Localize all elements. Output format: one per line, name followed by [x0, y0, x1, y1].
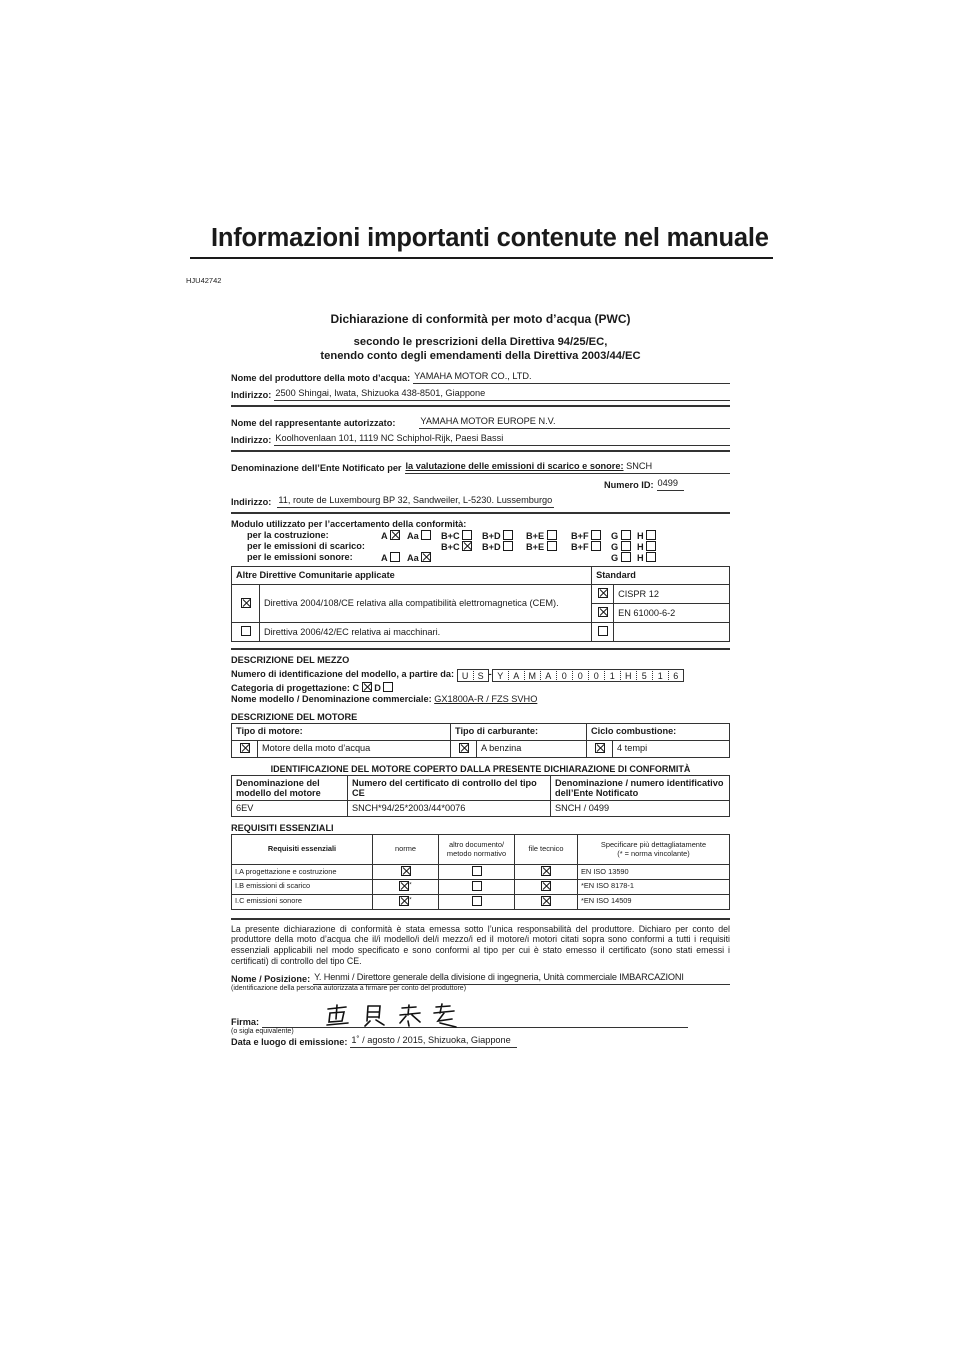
module-g-label: G: [611, 542, 619, 553]
module-be-label: B+E: [526, 531, 545, 542]
construction-label: per la costruzione:: [247, 530, 329, 541]
notified-body-address-label: Indirizzo:: [231, 497, 272, 508]
engine-table: [231, 723, 730, 758]
signature-row: [231, 1015, 688, 1028]
signatory-label: Nome / Posizione:: [231, 973, 311, 984]
representative-name-label: Nome del rappresentante autorizzato:: [231, 418, 396, 429]
module-aa-label: Aa: [407, 553, 419, 564]
serial-char: A: [508, 669, 524, 682]
signatory-name: Y. Henmi / Direttore generale della divisione di ingegneria, Unità commerciale IMBARCAZIONI: [313, 972, 730, 985]
vehicle-section-title: DESCRIZIONE DEL MEZZO: [231, 655, 350, 666]
requirements-section-title: REQUISITI ESSENZIALI: [231, 823, 334, 833]
representative-address: Koolhovenlaan 101, 1119 NC Schiphol-Rijk, Paesi Bassi: [274, 433, 730, 446]
checkbox-empty-icon: [503, 541, 513, 551]
vehicle-id-serial: [492, 669, 684, 682]
requirement-name: I.C emissioni sonore: [232, 894, 373, 909]
fuel-type: A benzina: [477, 740, 587, 757]
modules-title-row: [231, 519, 730, 530]
table-row: [232, 865, 730, 880]
checkbox-empty-icon: [646, 530, 656, 540]
technical-file-header: file tecnico: [515, 835, 578, 865]
requirement-spec: *EN ISO 8178-1: [578, 879, 730, 894]
requirement-spec: EN ISO 13590: [578, 865, 730, 880]
checkbox-empty-icon: [383, 682, 393, 692]
module-g-label: G: [611, 531, 619, 542]
checkbox-checked-icon: [541, 866, 551, 876]
manufacturer-address: 2500 Shingai, Iwata, Shizuoka 438-8501, Giappone: [274, 388, 730, 401]
notified-body-line: [405, 461, 731, 474]
module-bc-label: B+C: [441, 542, 460, 553]
conformity-modules: [231, 519, 730, 563]
checkbox-empty-icon: [621, 552, 631, 562]
combustion-cycle: 4 tempi: [613, 740, 730, 757]
signature-label: Firma:: [231, 1016, 260, 1027]
notified-body-address: 11, route de Luxembourg BP 32, Sandweiler, L-5230. Lussemburgo: [277, 495, 554, 508]
checkbox-checked-icon: [598, 607, 608, 617]
checkbox-empty-icon: [646, 541, 656, 551]
notified-body-label: Denominazione dell’Ente Notificato per: [231, 463, 402, 474]
manufacturer-name-label: Nome del produttore della moto d’acqua:: [231, 373, 411, 384]
serial-char: 1: [652, 669, 668, 682]
checkbox-checked-icon: [240, 743, 250, 753]
serial-char: S: [473, 669, 489, 682]
modules-title: Modulo utilizzato per l’accertamento della conformità:: [231, 519, 467, 530]
checkbox-empty-icon: [472, 881, 482, 891]
vehicle-id-label: Numero di identificazione del modello, a partire da:: [231, 668, 455, 679]
notified-body-header: Denominazione / numero identificativo dell’Ente Notificato: [551, 775, 730, 800]
notified-body-field: [231, 457, 730, 474]
checkbox-empty-icon: [598, 626, 608, 636]
section-divider: [231, 405, 730, 407]
requirement-spec: *EN ISO 14509: [578, 894, 730, 909]
serial-char: 5: [636, 669, 652, 682]
notified-body-id-field: [231, 474, 730, 491]
standard-en61000: EN 61000-6-2: [614, 604, 730, 623]
declaration-subheading: [231, 335, 730, 363]
modules-exhaust-row: [231, 541, 730, 552]
serial-char: 6: [668, 669, 684, 682]
requirements-table: [231, 834, 730, 910]
sound-label: per le emissioni sonore:: [247, 552, 353, 563]
binding-mark: *: [409, 881, 412, 889]
notified-body-id: 0499: [657, 478, 684, 491]
checkbox-checked-icon: [399, 896, 412, 906]
checkbox-checked-icon: [390, 530, 400, 540]
checkbox-checked-icon: [541, 896, 551, 906]
checkbox-empty-icon: [472, 866, 482, 876]
directive-machinery: Direttiva 2006/42/EC relativa ai macchinari.: [260, 623, 592, 642]
standard-cispr: CISPR 12: [614, 585, 730, 604]
module-aa-label: Aa: [407, 531, 419, 542]
certificate-header: Numero del certificato di controllo del tipo CE: [348, 775, 551, 800]
serial-char: M: [524, 669, 540, 682]
table-row: [232, 894, 730, 909]
serial-char: A: [540, 669, 556, 682]
notified-body-address-field: [231, 491, 730, 508]
checkbox-empty-icon: [472, 896, 482, 906]
module-bf-label: B+F: [571, 542, 589, 553]
checkbox-checked-icon: [401, 866, 411, 876]
declaration-document: [231, 312, 730, 1048]
manufacturer-address-label: Indirizzo:: [231, 390, 272, 401]
module-a-label: A: [381, 531, 388, 542]
module-bd-label: B+D: [482, 531, 501, 542]
other-document-line-2: metodo normativo: [446, 848, 507, 858]
subheading-line-1: secondo le prescrizioni della Direttiva 94/25/EC,: [353, 336, 608, 349]
manufacturer-name-field: [231, 367, 730, 384]
handwritten-signature: [324, 1003, 472, 1029]
design-category-label: Categoria di progettazione:: [231, 682, 350, 693]
module-bd-label: B+D: [482, 542, 501, 553]
checkbox-empty-icon: [646, 552, 656, 562]
model-name: GX1800A-R / FZS SVHO: [434, 694, 538, 705]
manufacturer-name: YAMAHA MOTOR CO., LTD.: [413, 371, 730, 384]
page-title: Informazioni importanti contenute nel manuale: [211, 224, 769, 252]
engine-model-header: Denominazione del modello del motore: [232, 775, 348, 800]
checkbox-empty-icon: [591, 530, 601, 540]
vehicle-id-prefix: [457, 669, 489, 682]
checkbox-checked-icon: [598, 588, 608, 598]
vehicle-id-row: [231, 669, 730, 682]
directives-table: [231, 566, 730, 642]
section-divider: [231, 648, 730, 650]
checkbox-empty-icon: [621, 530, 631, 540]
issue-date: 1˚ / agosto / 2015, Shizuoka, Giappone: [350, 1035, 516, 1048]
certificate-number: SNCH*94/25*2003/44*0076: [348, 800, 551, 816]
module-h-label: H: [637, 553, 644, 564]
subheading-line-2: tenendo conto degli emendamenti della Direttiva 2003/44/EC: [320, 350, 641, 363]
binding-mark: *: [409, 896, 412, 904]
conformity-statement: La presente dichiarazione di conformità è stata emessa sotto l’unica responsabilità del produttore. Dichiaro per conto del produttore della moto d’acqua che il/i modello/i del/i mezzo/i ed il motore/i motori citati sopra sono conformi a tutti i requisiti essenziali applicabili nel modo specificato e sono conformi al tipo per cui è stato emesso il certificato (sono stati emessi i certificati) di controllo del tipo CE.: [231, 923, 730, 966]
design-category-row: [231, 682, 730, 695]
section-divider: [231, 450, 730, 452]
issue-date-label: Data e luogo di emissione:: [231, 1037, 348, 1048]
title-divider: [190, 257, 773, 259]
module-h-label: H: [637, 531, 644, 542]
checkbox-empty-icon: [591, 541, 601, 551]
serial-char: 0: [588, 669, 604, 682]
checkbox-checked-icon: [241, 598, 251, 608]
notified-body-name: SNCH: [626, 461, 653, 472]
fuel-type-header: Tipo di carburante:: [451, 723, 587, 740]
checkbox-empty-icon: [462, 530, 472, 540]
manufacturer-address-field: [231, 384, 730, 401]
serial-char: 0: [572, 669, 588, 682]
checkbox-empty-icon: [390, 552, 400, 562]
serial-dash: -: [488, 668, 492, 679]
requirement-name: I.A progettazione e costruzione: [232, 865, 373, 880]
signature-note: (o sigla equivalente): [231, 1027, 294, 1035]
cycle-header: Ciclo combustione:: [587, 723, 730, 740]
representative-name: YAMAHA MOTOR EUROPE N.V.: [419, 416, 730, 429]
other-document-header: [439, 835, 515, 865]
signatory-field: [231, 970, 730, 985]
serial-char: Y: [492, 669, 508, 682]
notified-body-id-cell: SNCH / 0499: [551, 800, 730, 816]
exhaust-label: per le emissioni di scarico:: [247, 541, 365, 552]
standard-header: Standard: [592, 567, 730, 585]
checkbox-empty-icon: [621, 541, 631, 551]
serial-char: H: [620, 669, 636, 682]
checkbox-checked-icon: [462, 541, 472, 551]
engine-id-table: [231, 775, 730, 817]
checkbox-checked-icon: [595, 743, 605, 753]
engine-type-header: Tipo di motore:: [232, 723, 451, 740]
specification-line-2: (* = norma vincolante): [617, 848, 690, 858]
directive-emc: Direttiva 2004/108/CE relativa alla compatibilità elettromagnetica (CEM).: [260, 585, 592, 623]
serial-char: U: [457, 669, 473, 682]
serial-char: 1: [604, 669, 620, 682]
checkbox-empty-icon: [547, 530, 557, 540]
engine-id-title: IDENTIFICAZIONE DEL MOTORE COPERTO DALLA PRESENTE DICHIARAZIONE DI CONFORMITÀ: [270, 763, 691, 774]
requirement-name: I.B emissioni di scarico: [232, 879, 373, 894]
checkbox-checked-icon: [421, 552, 431, 562]
engine-model: 6EV: [232, 800, 348, 816]
checkbox-checked-icon: [399, 881, 412, 891]
vehicle-description: [231, 655, 730, 706]
checkbox-empty-icon: [547, 541, 557, 551]
checkbox-checked-icon: [362, 682, 372, 692]
table-row: [232, 879, 730, 894]
model-name-label: Nome modello / Denominazione commerciale:: [231, 694, 432, 705]
specification-header: [578, 835, 730, 865]
other-document-line-1: altro documento/: [448, 839, 505, 849]
modules-sound-row: [231, 552, 730, 563]
document-code: HJU42742: [186, 276, 222, 285]
module-a-label: A: [381, 553, 388, 564]
module-bc-label: B+C: [441, 531, 460, 542]
directives-header: Altre Direttive Comunitarie applicate: [232, 567, 592, 585]
checkbox-empty-icon: [503, 530, 513, 540]
requirements-header: Requisiti essenziali: [232, 835, 373, 865]
representative-name-field: [231, 412, 730, 429]
module-h-label: H: [637, 542, 644, 553]
engine-type: Motore della moto d’acqua: [258, 740, 451, 757]
serial-char: 0: [556, 669, 572, 682]
checkbox-empty-icon: [421, 530, 431, 540]
declaration-heading: Dichiarazione di conformità per moto d’acqua (PWC): [330, 312, 631, 326]
checkbox-checked-icon: [541, 881, 551, 891]
modules-construction-row: [231, 530, 730, 541]
section-divider: [231, 512, 730, 514]
norms-header: norme: [373, 835, 439, 865]
issue-date-field: [231, 1036, 730, 1048]
category-d-label: D: [374, 682, 381, 693]
checkbox-empty-icon: [241, 626, 251, 636]
category-c-label: C: [352, 682, 360, 693]
representative-address-label: Indirizzo:: [231, 435, 272, 446]
module-be-label: B+E: [526, 542, 545, 553]
module-g-label: G: [611, 553, 619, 564]
specification-line-1: Specificare più dettagliatamente: [600, 839, 707, 849]
signatory-note: (identificazione della persona autorizzata a firmare per conto del produttore): [231, 984, 467, 992]
notified-body-id-label: Numero ID:: [604, 480, 654, 491]
checkbox-checked-icon: [459, 743, 469, 753]
model-name-row: [231, 694, 730, 706]
notified-body-purpose: la valutazione delle emissioni di scarico e sonore:: [405, 461, 624, 472]
section-divider: [231, 918, 730, 920]
module-bf-label: B+F: [571, 531, 589, 542]
engine-section-title: DESCRIZIONE DEL MOTORE: [231, 711, 358, 722]
representative-address-field: [231, 429, 730, 446]
